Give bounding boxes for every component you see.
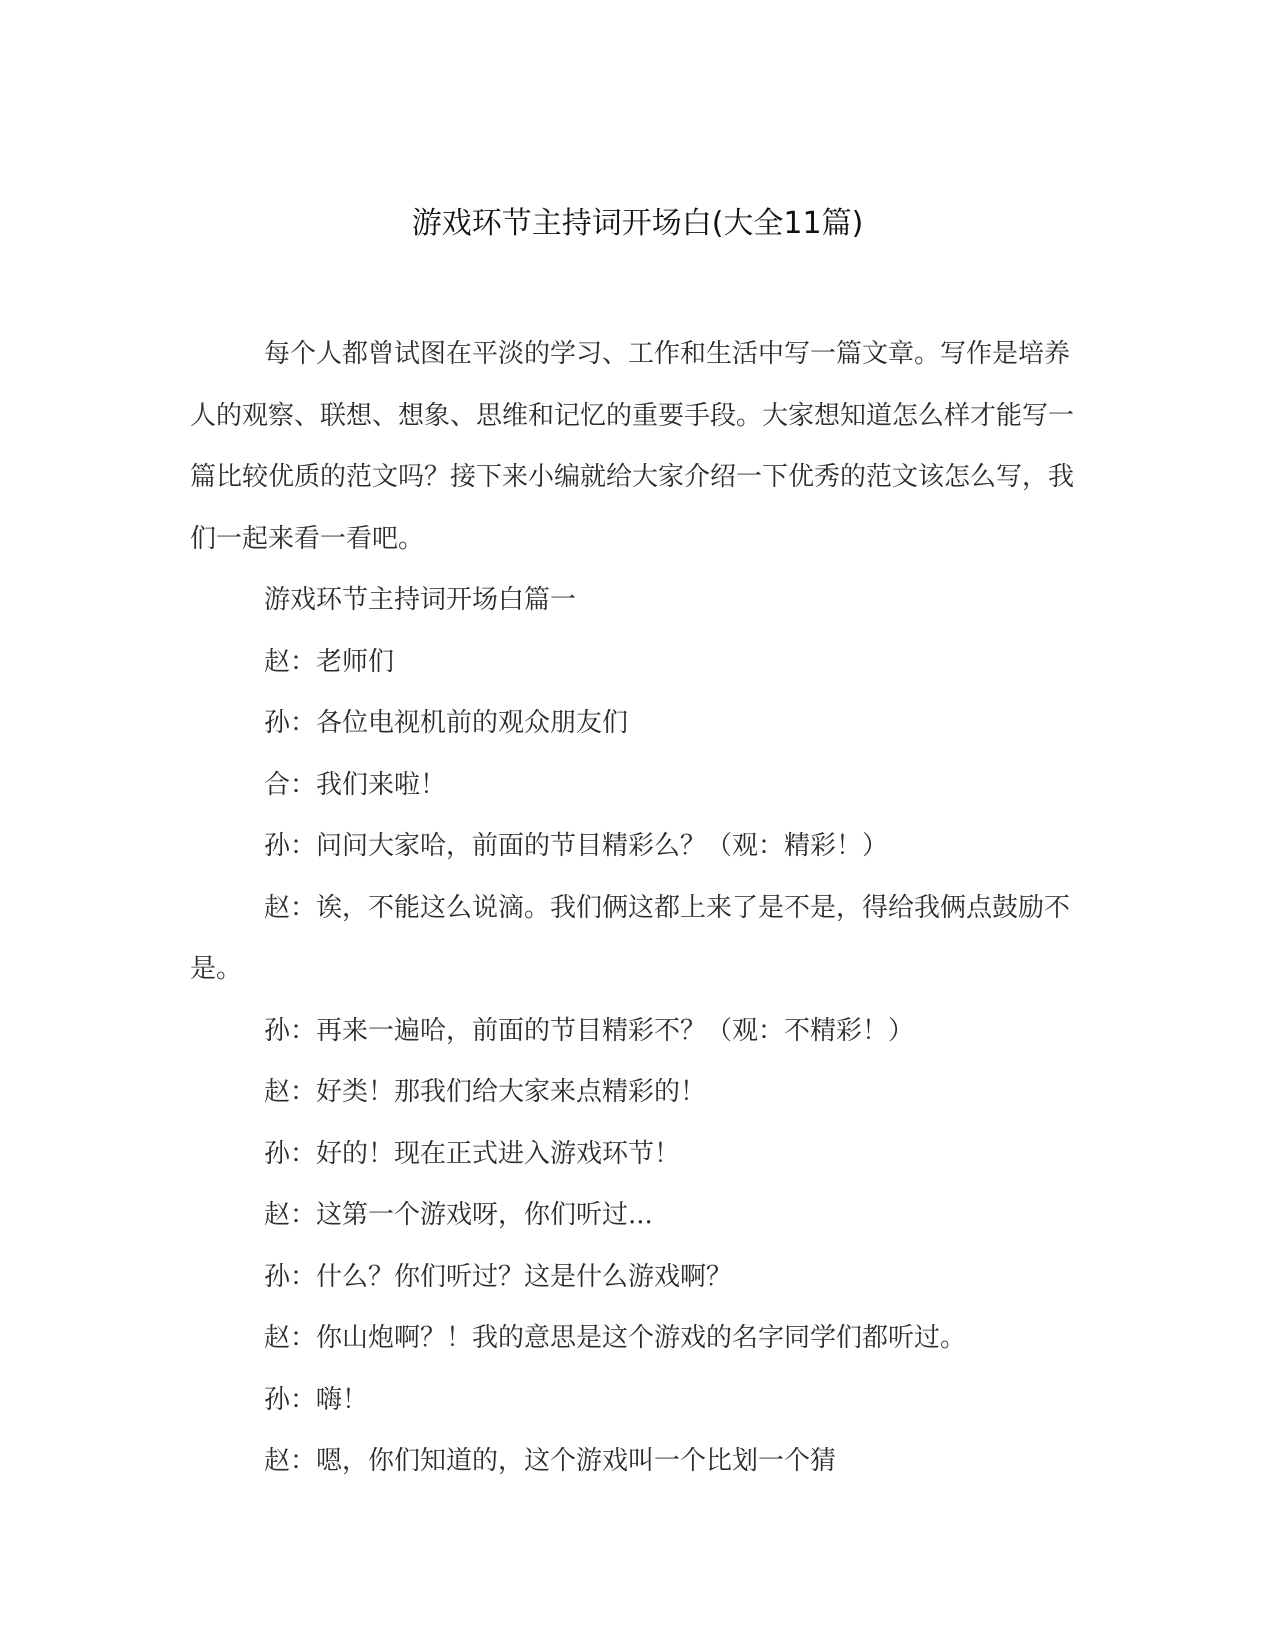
dialogue-line: 孙：各位电视机前的观众朋友们 [264, 708, 629, 738]
dialogue-line: 赵：嗯，你们知道的，这个游戏叫一个比划一个猜 [264, 1446, 837, 1476]
dialogue-line: 孙：问问大家哈，前面的节目精彩么？（观：精彩！） [264, 831, 889, 861]
dialogue-line: 赵：这第一个游戏呀，你们听过... [264, 1200, 653, 1230]
dialogue-line: 孙：嗨！ [264, 1384, 369, 1415]
dialogue-line: 合：我们来啦！ [264, 769, 447, 800]
document-title: 游戏环节主持词开场白(大全11篇) [411, 206, 864, 241]
dialogue-line: 赵：好类！那我们给大家来点精彩的！ [264, 1077, 707, 1107]
dialogue-line: 孙：好的！现在正式进入游戏环节！ [264, 1138, 681, 1169]
document-body [190, 324, 1080, 1493]
dialogue-line: 赵：老师们 [264, 646, 395, 677]
intro-paragraph: 每个人都曾试图在平淡的学习、工作和生活中写一篇文章。写作是培养人的观察、联想、想象、思维和记忆的重要手段。大家想知道怎么样才能写一篇比较优质的范文吗？接下来小编就给大家介绍一下优秀的范文该怎么写，我们一起来看一看吧。 [190, 339, 1075, 554]
dialogue-line: 孙：再来一遍哈，前面的节目精彩不？（观：不精彩！） [264, 1015, 915, 1046]
dialogue-line: 赵：你山炮啊？！我的意思是这个游戏的名字同学们都听过。 [264, 1323, 967, 1353]
section-heading: 游戏环节主持词开场白篇一 [264, 585, 577, 615]
dialogue-line: 赵：诶，不能这么说滴。我们俩这都上来了是不是，得给我俩点鼓励不是。 [190, 892, 1071, 984]
dialogue-line: 孙：什么？你们听过？这是什么游戏啊？ [264, 1261, 733, 1292]
